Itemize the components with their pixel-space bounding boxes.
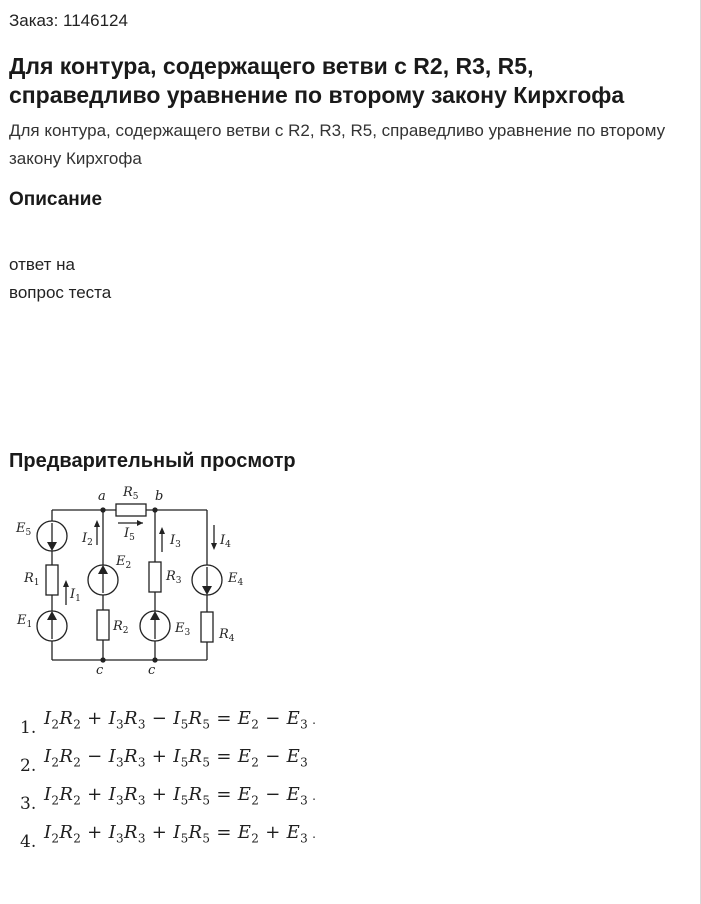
node-a-dot [101, 508, 105, 512]
option-number: 1. [20, 718, 37, 738]
option-equation: $I_2R_2 + I_3R_3 + I_5R_5 = E_2 - E_3$ . [44, 784, 317, 808]
i5-label: $I_5$ [124, 526, 135, 543]
r3-label: $R_3$ [166, 569, 182, 586]
resistor-r1 [46, 565, 58, 595]
node-c2-dot [153, 658, 157, 662]
r4-label: $R_4$ [219, 627, 235, 644]
i4-label: $I_4$ [220, 533, 231, 550]
resistor-r3 [149, 562, 161, 592]
page-title: Для контура, содержащего ветви с R2, R3, R5, справедливо уравнение по второму закону Кирхгофа [9, 53, 625, 108]
e3-label: $E_3$ [175, 621, 191, 638]
answer-option[interactable] [20, 822, 360, 852]
answer-option[interactable] [20, 746, 360, 776]
option-equation: $I_2R_2 + I_3R_3 + I_5R_5 = E_2 + E_3$ . [44, 822, 317, 846]
resistor-r5 [116, 504, 146, 516]
i1-label: $I_1$ [70, 587, 81, 604]
resistor-r4 [201, 612, 213, 642]
i2-label: $I_2$ [82, 531, 93, 548]
node-b-label: b [155, 489, 164, 504]
e5-label: $E_5$ [16, 521, 32, 538]
e2-label: $E_2$ [116, 554, 132, 571]
circuit-diagram [0, 480, 360, 680]
i3-label: $I_3$ [170, 533, 181, 550]
page-subtitle: Для контура, содержащего ветви с R2, R3, R5, справедливо уравнение по второму закону Кирхгофа [9, 121, 666, 168]
option-number: 4. [20, 832, 37, 852]
r5-label: $R_5$ [123, 485, 139, 502]
node-a-label: a [98, 489, 106, 504]
order-number: Заказ: 1146124 [9, 11, 128, 30]
r2-label: $R_2$ [113, 619, 129, 636]
node-b-dot [153, 508, 157, 512]
r1-label: $R_1$ [24, 571, 40, 588]
option-number: 2. [20, 756, 37, 776]
option-equation: $I_2R_2 + I_3R_3 - I_5R_5 = E_2 - E_3$ . [44, 708, 317, 732]
resistor-r2 [97, 610, 109, 640]
node-c2-label: c [148, 663, 156, 678]
e1-label: $E_1$ [17, 613, 33, 630]
description-heading: Описание [9, 189, 103, 210]
e4-label: $E_4$ [228, 571, 244, 588]
option-equation: $I_2R_2 - I_3R_3 + I_5R_5 = E_2 - E_3$ [44, 746, 308, 770]
description-text: ответ на вопрос теста [9, 255, 112, 302]
node-c1-dot [101, 658, 105, 662]
option-number: 3. [20, 794, 37, 814]
answer-option[interactable] [20, 784, 360, 814]
preview-heading: Предварительный просмотр [9, 450, 296, 472]
answer-option[interactable] [20, 708, 360, 738]
node-c1-label: c [96, 663, 104, 678]
